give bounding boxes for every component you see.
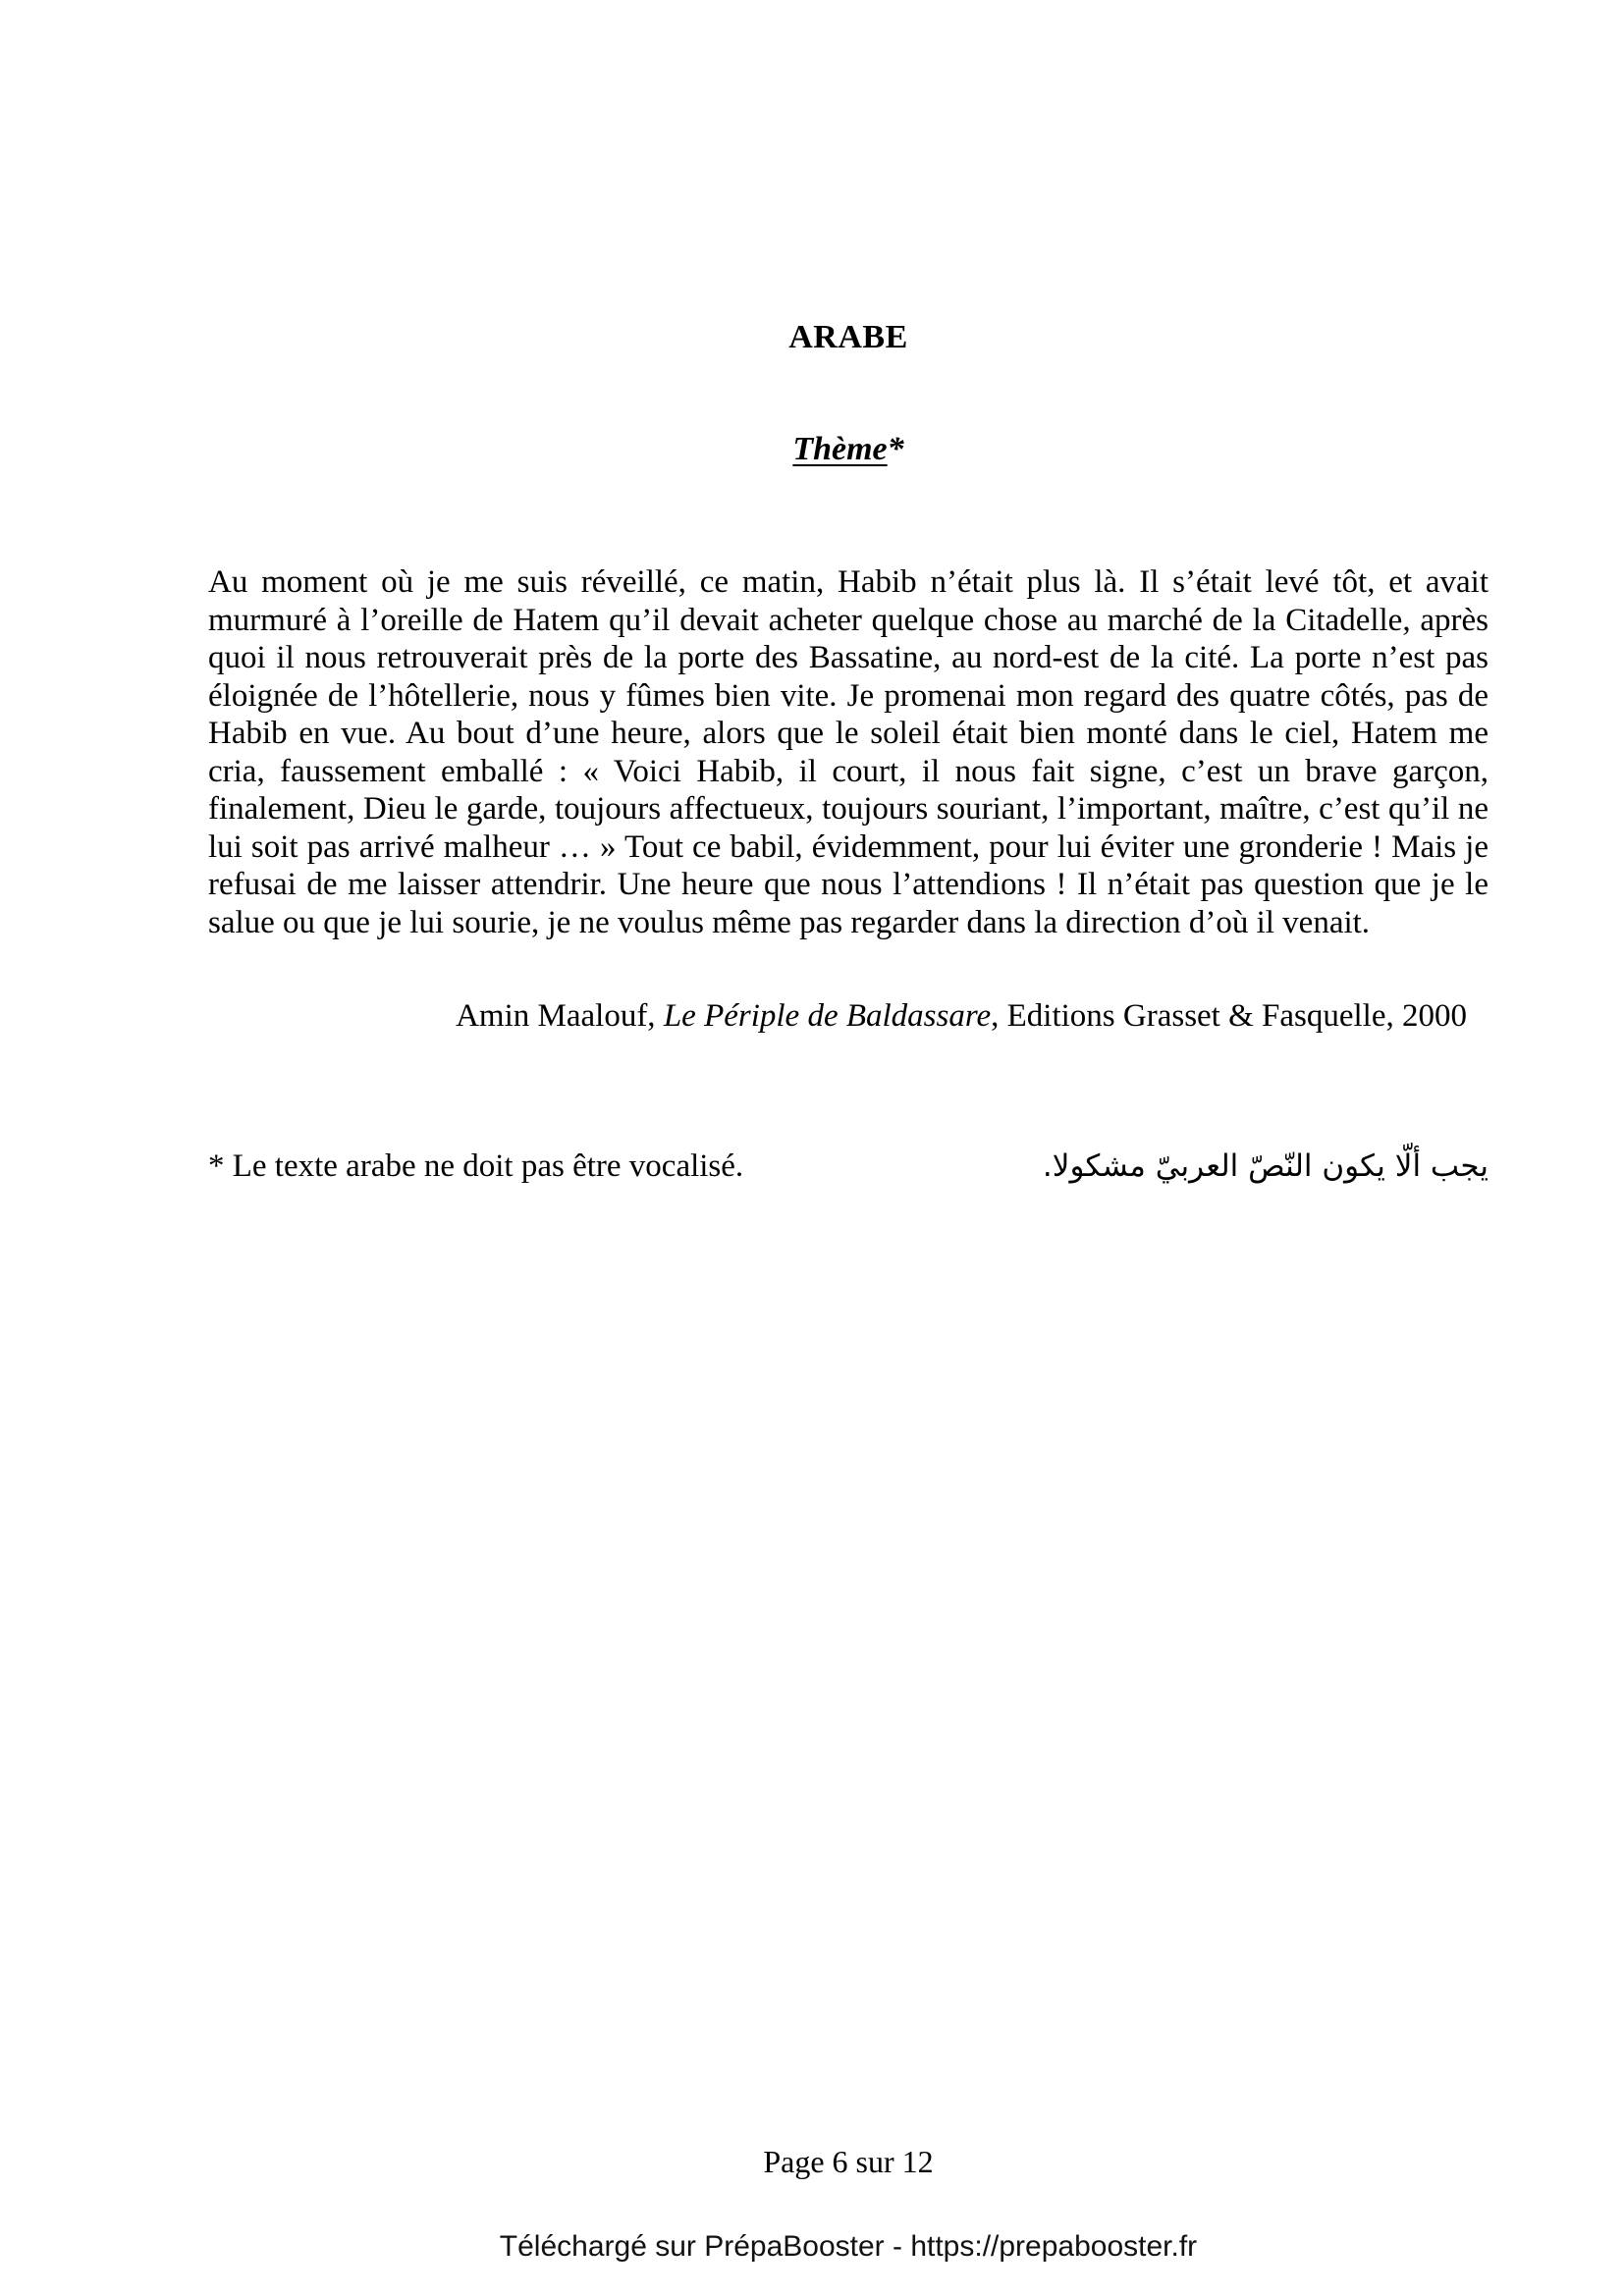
footnote-french: * Le texte arabe ne doit pas être vocalisé. — [208, 1148, 744, 1184]
attribution-author: Amin Maalouf, — [456, 998, 664, 1034]
section-heading-theme — [208, 431, 1489, 468]
section-heading-asterisk: * — [887, 431, 904, 468]
document-title: ARABE — [788, 318, 908, 355]
download-footer: Téléchargé sur PrépaBooster - https://prepabooster.fr — [499, 2230, 1198, 2263]
footnote-arabic: يجب ألّا يكون النّصّ العربيّ مشكولا. — [1042, 1148, 1489, 1184]
body-paragraph: Au moment où je me suis réveillé, ce matin, Habib n’était plus là. Il s’était levé tôt, et avait murmuré à l’oreille de Hatem qu’il devait acheter quelque chose au marché de la Citadelle, après quoi il nous retrouverait près de la porte des Bassatine, au nord-est de la cité. La porte n’est pas éloignée de l’hôtellerie, nous y fûmes bien vite. Je promenai mon regard des quatre côtés, pas de Habib en vue. Au bout d’une heure, alors que le soleil était bien monté dans le ciel, Hatem me cria, faussement emballé : « Voici Habib, il court, il nous fait signe, c’est un brave garçon, finalement, Dieu le garde, toujours affectueux, toujours souriant, l’important, maître, c’est qu’il ne lui soit pas arrivé malheur … » Tout ce babil, évidemment, pour lui éviter une gronderie ! Mais je refusai de me laisser attendrir. Une heure que nous l’attendions ! Il n’était pas question que je le salue ou que je lui sourie, je ne voulus même pas regarder dans la direction d’où il venait. — [208, 564, 1489, 940]
source-attribution — [208, 998, 1467, 1035]
attribution-publisher: , Editions Grasset & Fasquelle, 2000 — [991, 998, 1467, 1034]
footnote-row — [208, 1148, 1489, 1185]
attribution-work-title: Le Périple de Baldassare — [663, 998, 992, 1034]
page-number: Page 6 sur 12 — [763, 2144, 934, 2179]
section-heading-theme-label: Thème — [792, 431, 888, 468]
